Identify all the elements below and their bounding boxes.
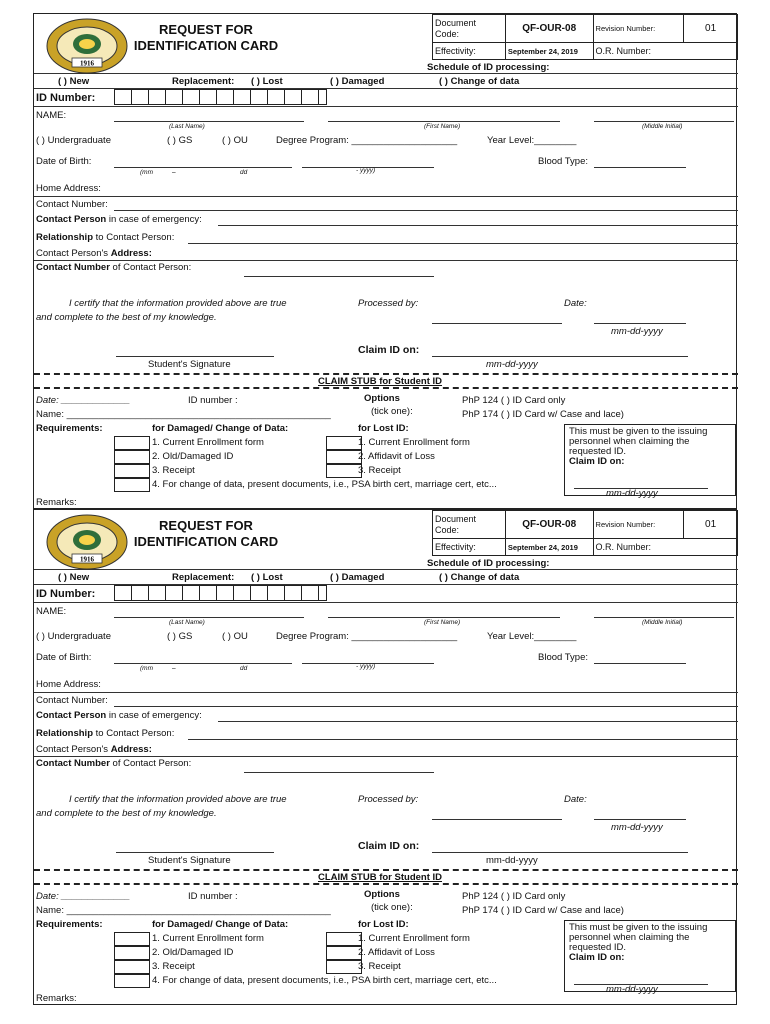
options-label: Options bbox=[364, 393, 400, 404]
contact-number-field[interactable] bbox=[114, 706, 738, 707]
ou-option[interactable]: ( ) OU bbox=[222, 135, 248, 146]
id-digit-box[interactable] bbox=[267, 585, 285, 601]
lost-heading: for Lost ID: bbox=[358, 919, 409, 930]
id-request-form-1: 1916 REQUEST FOR IDENTIFICATION CARD Document Code: QF-OUR-08 Revision Number: 01 Effectivity: September 24, 2019 O.R. Number: Schedule of ID processing: ( ) New Replacement: ( ) Lost ( ) Damaged ( ) Change of data ID Number: NAME: (Last Name) (First Name) (Middle Initial) ( ) Undergraduate ( ) GS ( ) OU Degree Program: ____________________ Year Level:________ Date of Birth: (mm – dd - yyyy) Blood Type: Home Address: Contact Number: Contact Person in case of emergency: Relationship to Contact Person: Contact Person's Address: Contact Number of Contact Person: I certify that the information provided above are true and complete to the best of my knowledge. Processed by: Date: mm-dd-yyyy Claim ID on: Student's Signature mm-dd-yyyy CLAIM STUB for Student ID Date: _____________ ID number : Options (tick one): PhP 124 ( ) ID Card only PhP 174 ( ) ID Card w/ Case and lace) Name: __________________________________________________ Requirements: for Damaged/ Change of Data: for Lost ID: 1. Current Enrollment form 2. Old/Damaged ID 3. Receipt 4. For change of data, present documents, i.e., PSA birth cert, marriage cert, etc... 1. Current Enrollment form 2. Affidavit of Loss 3. Receipt This must be given to the issuing personnel when claiming the requested ID. Claim ID on: mm-dd-yyyy Remarks: bbox=[33, 13, 737, 509]
id-digit-box[interactable] bbox=[233, 89, 251, 105]
id-digit-box[interactable] bbox=[182, 89, 200, 105]
first-name-field[interactable] bbox=[328, 121, 560, 122]
lost-option[interactable]: ( ) Lost bbox=[251, 572, 283, 583]
options-label: Options bbox=[364, 889, 400, 900]
signature-caption: Student's Signature bbox=[148, 855, 231, 866]
last-name-caption: (Last Name) bbox=[169, 619, 205, 626]
id-digit-box[interactable] bbox=[148, 89, 166, 105]
last-name-field[interactable] bbox=[114, 617, 304, 618]
form-title-line2: IDENTIFICATION CARD bbox=[133, 534, 279, 549]
claim-id-date-field[interactable] bbox=[432, 852, 688, 853]
damaged-req-item: 4. For change of data, present documents, i.e., PSA birth cert, marriage cert, etc... bbox=[152, 479, 497, 490]
damaged-option[interactable]: ( ) Damaged bbox=[330, 572, 385, 583]
id-digit-box[interactable] bbox=[199, 89, 217, 105]
id-number-label: ID Number: bbox=[36, 588, 96, 600]
dd-caption: dd bbox=[240, 169, 248, 176]
stub-name-field[interactable]: Name: __________________________________________________ bbox=[36, 905, 331, 916]
damaged-req-item: 3. Receipt bbox=[152, 961, 195, 972]
cp-number-label: Contact Number of Contact Person: bbox=[36, 262, 192, 273]
damaged-req-checkbox[interactable] bbox=[114, 974, 150, 988]
damaged-req-checkbox[interactable] bbox=[114, 450, 150, 464]
cut-line bbox=[34, 373, 738, 375]
revision-label: Revision Number: bbox=[593, 511, 684, 539]
revision-number: 01 bbox=[684, 15, 738, 43]
tick-one-label: (tick one): bbox=[371, 902, 413, 913]
id-digit-box[interactable] bbox=[182, 585, 200, 601]
damaged-req-checkbox[interactable] bbox=[114, 478, 150, 492]
claim-stub-title: CLAIM STUB for Student ID bbox=[318, 376, 443, 387]
id-digit-box[interactable] bbox=[250, 89, 268, 105]
lost-req-checkbox[interactable] bbox=[326, 450, 362, 464]
doc-code: QF-OUR-08 bbox=[505, 15, 593, 43]
effectivity-date: September 24, 2019 bbox=[505, 43, 593, 60]
change-of-data-option[interactable]: ( ) Change of data bbox=[439, 572, 520, 583]
middle-initial-caption: (Middle Initial) bbox=[642, 123, 683, 130]
blood-type-field[interactable] bbox=[594, 167, 686, 168]
id-digit-box[interactable] bbox=[318, 89, 327, 105]
signature-field[interactable] bbox=[116, 356, 274, 357]
id-digit-box[interactable] bbox=[199, 585, 217, 601]
degree-program-field[interactable]: Degree Program: ____________________ bbox=[276, 631, 458, 642]
first-name-caption: (First Name) bbox=[424, 123, 461, 130]
middle-initial-caption: (Middle Initial) bbox=[642, 619, 683, 626]
contact-person-label: Contact Person in case of emergency: bbox=[36, 214, 202, 225]
id-digit-box[interactable] bbox=[284, 585, 302, 601]
cut-line bbox=[34, 869, 738, 871]
contact-person-label: Contact Person in case of emergency: bbox=[36, 710, 202, 721]
damaged-req-item: 2. Old/Damaged ID bbox=[152, 451, 234, 462]
remarks-label: Remarks: bbox=[36, 497, 77, 508]
lost-req-checkbox[interactable] bbox=[326, 464, 362, 478]
last-name-field[interactable] bbox=[114, 121, 304, 122]
mm-caption: (mm bbox=[140, 665, 153, 672]
middle-initial-field[interactable] bbox=[594, 121, 734, 122]
id-digit-box[interactable] bbox=[267, 89, 285, 105]
undergraduate-option[interactable]: ( ) Undergraduate bbox=[36, 631, 111, 642]
logo-year: 1916 bbox=[80, 555, 94, 564]
claim-note-box: This must be given to the issuing personnel when claiming the requested ID. Claim ID on: bbox=[564, 920, 736, 992]
dob-day-field[interactable] bbox=[214, 663, 292, 664]
certify-line2: and complete to the best of my knowledge. bbox=[36, 808, 217, 819]
schedule-label: Schedule of ID processing: bbox=[427, 558, 550, 569]
damaged-req-checkbox[interactable] bbox=[114, 946, 150, 960]
stub-name-field[interactable]: Name: __________________________________________________ bbox=[36, 409, 331, 420]
contact-number-label: Contact Number: bbox=[36, 695, 108, 706]
lost-option[interactable]: ( ) Lost bbox=[251, 76, 283, 87]
form-title-line1: REQUEST FOR bbox=[159, 518, 253, 533]
relationship-field[interactable] bbox=[188, 243, 738, 244]
change-of-data-option[interactable]: ( ) Change of data bbox=[439, 76, 520, 87]
lost-req-item: 1. Current Enrollment form bbox=[358, 437, 470, 448]
damaged-req-item: 2. Old/Damaged ID bbox=[152, 947, 234, 958]
or-number-label: O.R. Number: bbox=[593, 43, 737, 60]
lost-req-checkbox[interactable] bbox=[326, 946, 362, 960]
cut-line bbox=[34, 883, 738, 885]
damaged-req-item: 1. Current Enrollment form bbox=[152, 437, 264, 448]
gs-option[interactable]: ( ) GS bbox=[167, 631, 193, 642]
requirements-label: Requirements: bbox=[36, 919, 103, 930]
relationship-label: Relationship to Contact Person: bbox=[36, 232, 175, 243]
lost-req-item: 2. Affidavit of Loss bbox=[358, 947, 435, 958]
certify-line1: I certify that the information provided above are true bbox=[69, 298, 287, 309]
university-seal-logo bbox=[44, 18, 130, 74]
id-request-form-2: 1916 REQUEST FOR IDENTIFICATION CARD Document Code: QF-OUR-08 Revision Number: 01 Effectivity: September 24, 2019 O.R. Number: Schedule of ID processing: ( ) New Replacement: ( ) Lost ( ) Damaged ( ) Change of data ID Number: NAME: (Last Name) (First Name) (Middle Initial) ( ) Undergraduate ( ) GS ( ) OU Degree Program: ____________________ Year Level:________ Date of Birth: (mm – dd - yyyy) Blood Type: Home Address: Contact Number: Contact Person in case of emergency: Relationship to Contact Person: Contact Person's Address: Contact Number of Contact Person: I certify that the information provided above are true and complete to the best of my knowledge. Processed by: Date: mm-dd-yyyy Claim ID on: Student's Signature mm-dd-yyyy CLAIM STUB for Student ID Date: _____________ ID number : Options (tick one): PhP 124 ( ) ID Card only PhP 174 ( ) ID Card w/ Case and lace) Name: __________________________________________________ Requirements: for Damaged/ Change of Data: for Lost ID: 1. Current Enrollment form 2. Old/Damaged ID 3. Receipt 4. For change of data, present documents, i.e., PSA birth cert, marriage cert, etc... 1. Current Enrollment form 2. Affidavit of Loss 3. Receipt This must be given to the issuing personnel when claiming the requested ID. Claim ID on: mm-dd-yyyy Remarks: bbox=[33, 509, 737, 1005]
name-label: NAME: bbox=[36, 606, 67, 617]
last-name-caption: (Last Name) bbox=[169, 123, 205, 130]
claim-id-date-field[interactable] bbox=[432, 356, 688, 357]
damaged-req-checkbox[interactable] bbox=[114, 960, 150, 974]
id-digit-box[interactable] bbox=[216, 89, 234, 105]
home-address-label: Home Address: bbox=[36, 679, 101, 690]
id-digit-box[interactable] bbox=[250, 585, 268, 601]
replacement-label: Replacement: bbox=[172, 572, 235, 583]
processed-by-field[interactable] bbox=[432, 323, 562, 324]
middle-initial-field[interactable] bbox=[594, 617, 734, 618]
certify-line2: and complete to the best of my knowledge. bbox=[36, 312, 217, 323]
note-date-format: mm-dd-yyyy bbox=[606, 984, 658, 995]
signature-field[interactable] bbox=[116, 852, 274, 853]
blood-type-label: Blood Type: bbox=[538, 652, 589, 663]
lost-heading: for Lost ID: bbox=[358, 423, 409, 434]
lost-req-item: 3. Receipt bbox=[358, 961, 401, 972]
doc-code-label: Document bbox=[435, 17, 477, 28]
damaged-req-item: 3. Receipt bbox=[152, 465, 195, 476]
gs-option[interactable]: ( ) GS bbox=[167, 135, 193, 146]
cp-address-label: Contact Person's Address: bbox=[36, 248, 152, 259]
id-number-label: ID Number: bbox=[36, 92, 96, 104]
id-digit-box[interactable] bbox=[318, 585, 327, 601]
claim-id-label: Claim ID on: bbox=[358, 840, 420, 852]
contact-number-field[interactable] bbox=[114, 210, 738, 211]
dob-month-field[interactable] bbox=[114, 663, 214, 664]
form-title-line1: REQUEST FOR bbox=[159, 22, 253, 37]
id-digit-box[interactable] bbox=[284, 89, 302, 105]
dob-label: Date of Birth: bbox=[36, 652, 92, 663]
id-digit-box[interactable] bbox=[114, 89, 132, 105]
stub-date-field[interactable]: Date: _____________ bbox=[36, 891, 131, 902]
dd-caption: dd bbox=[240, 665, 248, 672]
degree-program-field[interactable]: Degree Program: ____________________ bbox=[276, 135, 458, 146]
date-format-caption: mm-dd-yyyy bbox=[611, 822, 663, 833]
id-digit-box[interactable] bbox=[131, 585, 149, 601]
ou-option[interactable]: ( ) OU bbox=[222, 631, 248, 642]
processed-by-label: Processed by: bbox=[358, 298, 419, 309]
remarks-label: Remarks: bbox=[36, 993, 77, 1004]
form-title-line2: IDENTIFICATION CARD bbox=[133, 38, 279, 53]
id-digit-box[interactable] bbox=[233, 585, 251, 601]
id-digit-box[interactable] bbox=[301, 585, 319, 601]
contact-person-field[interactable] bbox=[218, 225, 738, 226]
year-level-field[interactable]: Year Level:________ bbox=[487, 135, 577, 146]
lost-req-item: 3. Receipt bbox=[358, 465, 401, 476]
cp-number-field[interactable] bbox=[244, 276, 434, 277]
university-seal-logo bbox=[44, 514, 130, 570]
revision-label: Revision Number: bbox=[593, 15, 684, 43]
yyyy-caption: - yyyy) bbox=[356, 167, 376, 174]
claim-date-format: mm-dd-yyyy bbox=[486, 359, 538, 370]
doc-code: QF-OUR-08 bbox=[505, 511, 593, 539]
processed-by-label: Processed by: bbox=[358, 794, 419, 805]
relationship-label: Relationship to Contact Person: bbox=[36, 728, 175, 739]
document-info-table: Document Code: QF-OUR-08 Revision Number: 01 Effectivity: September 24, 2019 O.R. Number: bbox=[432, 14, 738, 60]
contact-person-field[interactable] bbox=[218, 721, 738, 722]
cp-address-label: Contact Person's Address: bbox=[36, 744, 152, 755]
undergraduate-option[interactable]: ( ) Undergraduate bbox=[36, 135, 111, 146]
or-number-label: O.R. Number: bbox=[593, 539, 737, 556]
lost-req-item: 1. Current Enrollment form bbox=[358, 933, 470, 944]
stub-id-number-label: ID number : bbox=[188, 395, 238, 406]
id-digit-box[interactable] bbox=[216, 585, 234, 601]
first-name-field[interactable] bbox=[328, 617, 560, 618]
name-label: NAME: bbox=[36, 110, 67, 121]
processed-date-field[interactable] bbox=[594, 819, 686, 820]
cp-number-field[interactable] bbox=[244, 772, 434, 773]
year-level-field[interactable]: Year Level:________ bbox=[487, 631, 577, 642]
id-digit-box[interactable] bbox=[114, 585, 132, 601]
claim-stub-title: CLAIM STUB for Student ID bbox=[318, 872, 443, 883]
damaged-req-checkbox[interactable] bbox=[114, 436, 150, 450]
blood-type-label: Blood Type: bbox=[538, 156, 589, 167]
damaged-option[interactable]: ( ) Damaged bbox=[330, 76, 385, 87]
logo-year: 1916 bbox=[80, 59, 94, 68]
dob-label: Date of Birth: bbox=[36, 156, 92, 167]
damaged-req-item: 4. For change of data, present documents, i.e., PSA birth cert, marriage cert, etc... bbox=[152, 975, 497, 986]
lost-req-checkbox[interactable] bbox=[326, 436, 362, 450]
damaged-req-checkbox[interactable] bbox=[114, 464, 150, 478]
stub-date-field[interactable]: Date: _____________ bbox=[36, 395, 131, 406]
new-option[interactable]: ( ) New bbox=[58, 572, 90, 583]
claim-id-label: Claim ID on: bbox=[358, 344, 420, 356]
yyyy-caption: - yyyy) bbox=[356, 663, 376, 670]
effectivity-date: September 24, 2019 bbox=[505, 539, 593, 556]
revision-number: 01 bbox=[684, 511, 738, 539]
cut-line bbox=[34, 387, 738, 389]
document-info-table: Document Code: QF-OUR-08 Revision Number: 01 Effectivity: September 24, 2019 O.R. Number: bbox=[432, 510, 738, 556]
relationship-field[interactable] bbox=[188, 739, 738, 740]
signature-caption: Student's Signature bbox=[148, 359, 231, 370]
dob-day-field[interactable] bbox=[214, 167, 292, 168]
contact-number-label: Contact Number: bbox=[36, 199, 108, 210]
damaged-req-item: 1. Current Enrollment form bbox=[152, 933, 264, 944]
date-label: Date: bbox=[564, 794, 587, 805]
doc-code-label: Document bbox=[435, 513, 477, 524]
processed-date-field[interactable] bbox=[594, 323, 686, 324]
blood-type-field[interactable] bbox=[594, 663, 686, 664]
damaged-heading: for Damaged/ Change of Data: bbox=[152, 919, 289, 930]
processed-by-field[interactable] bbox=[432, 819, 562, 820]
dob-month-field[interactable] bbox=[114, 167, 214, 168]
effectivity-label: Effectivity: bbox=[433, 539, 506, 556]
damaged-heading: for Damaged/ Change of Data: bbox=[152, 423, 289, 434]
new-option[interactable]: ( ) New bbox=[58, 76, 90, 87]
date-format-caption: mm-dd-yyyy bbox=[611, 326, 663, 337]
certify-line1: I certify that the information provided above are true bbox=[69, 794, 287, 805]
lost-req-checkbox[interactable] bbox=[326, 932, 362, 946]
option-id-card-only[interactable]: PhP 124 ( ) ID Card only bbox=[462, 395, 566, 406]
first-name-caption: (First Name) bbox=[424, 619, 461, 626]
damaged-req-checkbox[interactable] bbox=[114, 932, 150, 946]
lost-req-checkbox[interactable] bbox=[326, 960, 362, 974]
cp-number-label: Contact Number of Contact Person: bbox=[36, 758, 192, 769]
tick-one-label: (tick one): bbox=[371, 406, 413, 417]
option-id-card-with-case[interactable]: PhP 174 ( ) ID Card w/ Case and lace) bbox=[462, 905, 624, 916]
id-digit-box[interactable] bbox=[165, 585, 183, 601]
mm-caption: (mm bbox=[140, 169, 153, 176]
note-date-format: mm-dd-yyyy bbox=[606, 488, 658, 499]
effectivity-label: Effectivity: bbox=[433, 43, 506, 60]
claim-date-format: mm-dd-yyyy bbox=[486, 855, 538, 866]
schedule-label: Schedule of ID processing: bbox=[427, 62, 550, 73]
option-id-card-only[interactable]: PhP 124 ( ) ID Card only bbox=[462, 891, 566, 902]
home-address-label: Home Address: bbox=[36, 183, 101, 194]
claim-note-box: This must be given to the issuing personnel when claiming the requested ID. Claim ID on: bbox=[564, 424, 736, 496]
id-digit-box[interactable] bbox=[301, 89, 319, 105]
option-id-card-with-case[interactable]: PhP 174 ( ) ID Card w/ Case and lace) bbox=[462, 409, 624, 420]
requirements-label: Requirements: bbox=[36, 423, 103, 434]
date-label: Date: bbox=[564, 298, 587, 309]
lost-req-item: 2. Affidavit of Loss bbox=[358, 451, 435, 462]
id-digit-box[interactable] bbox=[148, 585, 166, 601]
stub-id-number-label: ID number : bbox=[188, 891, 238, 902]
id-digit-box[interactable] bbox=[131, 89, 149, 105]
id-digit-box[interactable] bbox=[165, 89, 183, 105]
replacement-label: Replacement: bbox=[172, 76, 235, 87]
